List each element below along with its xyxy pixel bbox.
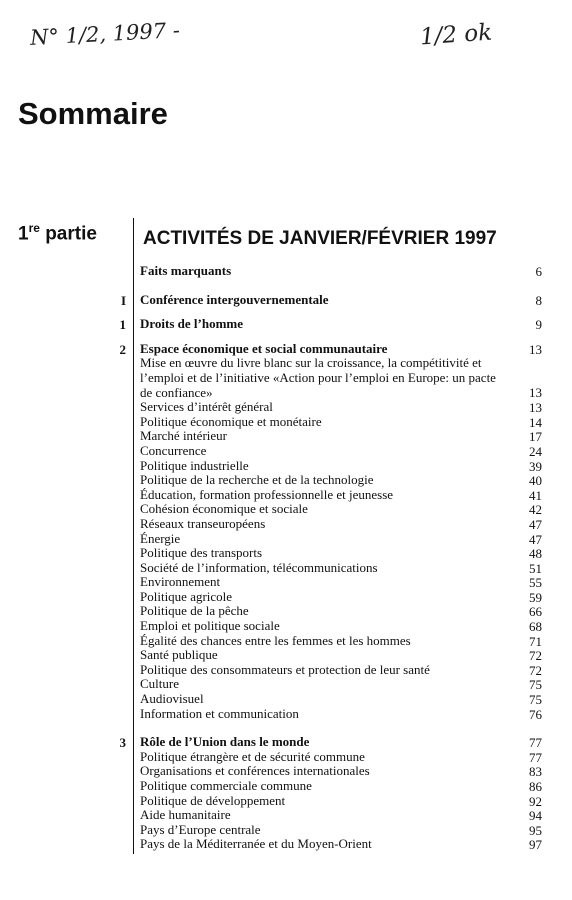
toc-entry [0, 707, 572, 722]
toc-entry-label: Organisations et conférences internationales [140, 763, 370, 779]
toc-entry [0, 264, 572, 279]
toc-entry-page: 94 [529, 808, 542, 824]
toc-entry-label: Politique économique et monétaire [140, 413, 322, 429]
toc-entry-label: Espace économique et social communautaire [140, 340, 388, 356]
toc-entry [0, 735, 572, 750]
toc-entry-label: Droits de l’homme [140, 316, 244, 332]
toc-entry-page: 13 [529, 341, 542, 357]
toc-entry-page: 47 [529, 516, 542, 532]
toc-entry-label: Société de l’information, télécommunications [140, 559, 378, 575]
toc-entry [0, 590, 572, 605]
toc-entry-number: I [120, 292, 126, 308]
toc-entry-page: 71 [529, 633, 542, 649]
toc-entry [0, 429, 572, 444]
toc-entry-label: Réseaux transeuropéens [140, 515, 266, 531]
toc-entry-label: Rôle de l’Union dans le monde [140, 734, 310, 750]
toc-entry-page: 39 [529, 458, 542, 474]
toc-entry-page: 13 [529, 400, 542, 416]
toc-entry-page: 66 [529, 604, 542, 620]
toc-entry-page: 13 [529, 385, 542, 401]
toc-entry-page: 75 [529, 677, 542, 693]
handwritten-note-left: N° 1/2, 1997 - [29, 18, 181, 50]
toc-entry-page: 72 [529, 648, 542, 664]
handwritten-note-right: 1/2 ok [419, 19, 493, 51]
toc-entry-page: 42 [529, 502, 542, 518]
toc-entry-page: 24 [529, 443, 542, 459]
toc-entry [0, 459, 572, 474]
toc-entry [0, 808, 572, 823]
toc-entry-page: 75 [529, 692, 542, 708]
toc-entry-label: Politique de développement [140, 792, 286, 808]
toc-entry-page: 14 [529, 414, 542, 430]
toc-entry-label: Emploi et politique sociale [140, 618, 280, 634]
section-heading: ACTIVITÉS DE JANVIER/FÉVRIER 1997 [143, 228, 497, 249]
toc-entry-label: Politique des consommateurs et protection de leur santé [140, 661, 430, 677]
toc-entry [0, 750, 572, 765]
toc-entry-number: 3 [119, 735, 126, 751]
toc-entry [0, 677, 572, 692]
toc-entry [0, 293, 572, 308]
toc-entry-label: Cohésion économique et sociale [140, 501, 308, 517]
toc-entry-label: Marché intérieur [140, 428, 227, 444]
toc-entry-page: 86 [529, 779, 542, 794]
toc-entry [0, 648, 572, 663]
part-label [18, 221, 97, 245]
toc-entry-label: Faits marquants [140, 263, 232, 278]
toc-entry-label: Conférence intergouvernementale [140, 291, 329, 307]
toc-entry [0, 415, 572, 430]
toc-entry [0, 837, 572, 852]
toc-entry [0, 663, 572, 678]
toc-entry [0, 794, 572, 809]
toc-entry [0, 517, 572, 532]
toc-entry-label: Politique agricole [140, 588, 233, 604]
toc-entry-label: Pays d’Europe centrale [140, 821, 261, 837]
toc-entry-label: Politique de la recherche et de la technologie [140, 472, 374, 488]
toc-entry-page: 77 [529, 749, 542, 765]
toc-entry-page: 59 [529, 589, 542, 605]
toc-entry-label: Mise en œuvre du livre blanc sur la croissance, la compétitivité et l’emploi et de l’initiative «Action pour l’emploi en Europe: un pacte de confiance» [140, 355, 496, 400]
toc-entry [0, 692, 572, 707]
toc-entry-page: 9 [535, 317, 542, 333]
toc-entry-page: 97 [529, 837, 542, 853]
toc-entry-label: Politique commerciale commune [140, 778, 312, 793]
toc-entry-page: 6 [535, 264, 542, 279]
toc-entry [0, 317, 572, 332]
toc-entry-label: Environnement [140, 574, 221, 590]
toc-entry-page: 8 [535, 292, 542, 308]
toc-entry-page: 17 [529, 429, 542, 445]
toc-entry [0, 488, 572, 503]
table-of-contents [0, 264, 572, 852]
toc-entry [0, 532, 572, 547]
toc-entry-page: 48 [529, 546, 542, 562]
toc-entry [0, 400, 572, 415]
toc-entry [0, 444, 572, 459]
toc-entry [0, 356, 572, 400]
toc-entry [0, 764, 572, 779]
toc-entry [0, 546, 572, 561]
toc-entry-label: Culture [140, 676, 179, 692]
part-ordinal-suffix: re [28, 221, 40, 235]
toc-entry [0, 575, 572, 590]
part-word: partie [45, 223, 97, 245]
page-title: Sommaire [18, 96, 168, 131]
toc-entry-page: 55 [529, 575, 542, 591]
toc-entry [0, 502, 572, 517]
toc-entry-label: Information et communication [140, 705, 299, 721]
toc-entry-label: Pays de la Méditerranée et du Moyen-Orient [140, 836, 372, 852]
toc-entry [0, 619, 572, 634]
toc-entry-label: Services d’intérêt général [140, 399, 273, 415]
toc-entry-page: 92 [529, 793, 542, 809]
toc-entry-label: Politique de la pêche [140, 603, 249, 619]
toc-entry [0, 342, 572, 357]
toc-entry [0, 823, 572, 838]
toc-entry-page: 72 [529, 662, 542, 678]
toc-entry-number: 2 [119, 341, 126, 357]
toc-entry [0, 779, 572, 794]
part-number: 1 [18, 223, 29, 245]
toc-entry-label: Santé publique [140, 647, 218, 663]
toc-entry-number: 1 [119, 317, 126, 333]
toc-entry [0, 634, 572, 649]
toc-entry-label: Concurrence [140, 442, 207, 458]
toc-entry-page: 40 [529, 473, 542, 489]
toc-entry-label: Audiovisuel [140, 691, 204, 707]
toc-entry-page: 76 [529, 706, 542, 722]
toc-entry-page: 51 [529, 560, 542, 576]
toc-entry-label: Éducation, formation professionnelle et jeunesse [140, 486, 394, 502]
toc-entry [0, 473, 572, 488]
toc-entry-page: 41 [529, 487, 542, 503]
toc-entry-page: 47 [529, 531, 542, 547]
toc-entry [0, 561, 572, 576]
toc-entry-label: Politique industrielle [140, 457, 249, 473]
toc-entry-label: Énergie [140, 530, 181, 546]
toc-entry-label: Égalité des chances entre les femmes et les hommes [140, 632, 411, 648]
toc-entry-page: 95 [529, 822, 542, 838]
toc-entry-page: 77 [529, 735, 542, 751]
toc-entry-label: Politique étrangère et de sécurité commune [140, 748, 365, 764]
toc-entry-page: 68 [529, 619, 542, 635]
toc-entry-label: Politique des transports [140, 545, 263, 561]
toc-entry [0, 604, 572, 619]
toc-entry-label: Aide humanitaire [140, 807, 231, 823]
toc-entry-page: 83 [529, 764, 542, 780]
